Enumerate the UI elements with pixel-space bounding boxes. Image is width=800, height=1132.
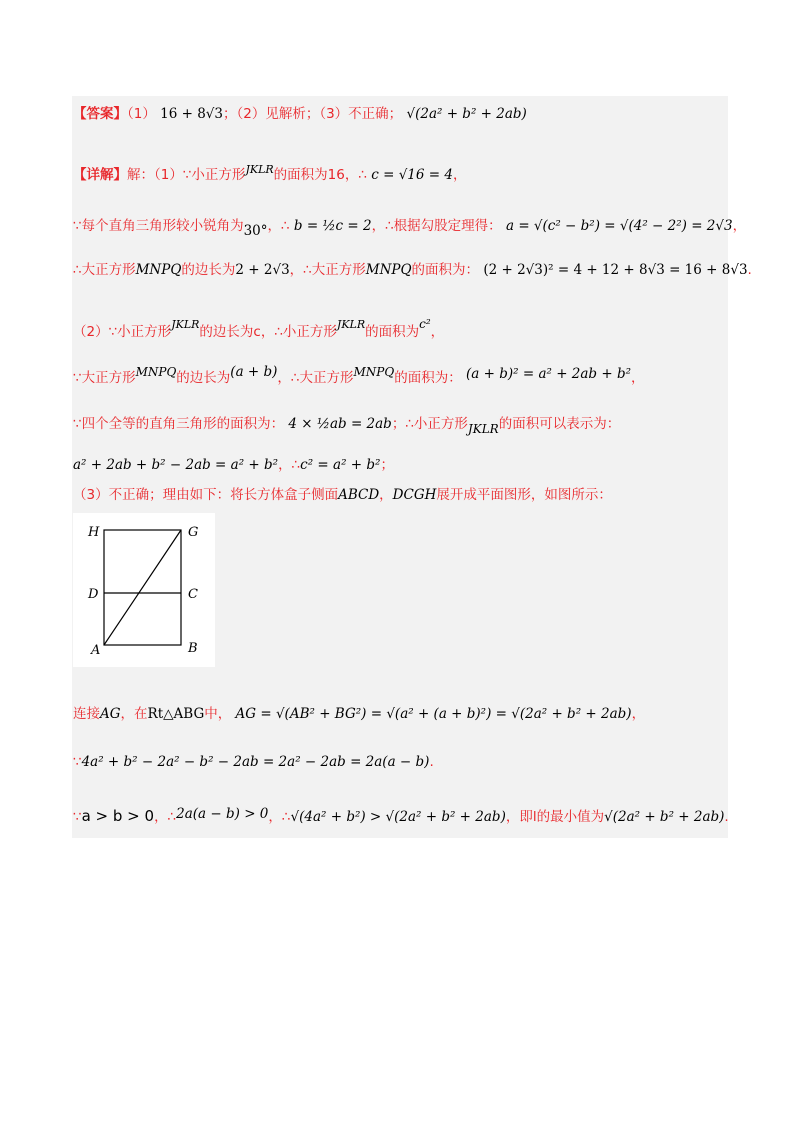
line3-comma: ，	[732, 218, 747, 234]
answer-value-1: 16 + 8√3	[160, 106, 223, 122]
area-is-text-2: 的面积为：	[394, 370, 462, 386]
answer-part2-text: ；（2）见解析；（3）不正确；	[223, 106, 403, 122]
line5-comma: ，	[430, 324, 445, 340]
segment-ag: AG	[100, 706, 121, 722]
line4-period: .	[747, 262, 752, 278]
small-square-text-4: ；∴小正方形	[391, 416, 468, 432]
big-square-name: MNPQ	[135, 262, 182, 278]
small-square-name-2: JKLR	[171, 318, 200, 331]
small-square-name-4: JKLR	[467, 422, 499, 436]
big-square-area-ab: (a + b)² = a² + 2ab + b²	[466, 366, 632, 382]
detail-line-2	[73, 216, 746, 241]
side-is-text: 的边长为	[176, 370, 231, 386]
min-value-text: ，即l的最小值为	[505, 809, 605, 825]
big-square-text-3: ∵大正方形	[73, 370, 136, 386]
detail-line-7	[73, 455, 394, 475]
min-value-expression: √(2a² + b² + 2ab)	[604, 809, 725, 825]
detail-line-5	[73, 362, 645, 388]
big-square-text-4: ，∴大正方形	[277, 370, 354, 386]
label-H: H	[88, 525, 100, 540]
detail-area-text: 的面积为16，∴	[273, 167, 367, 183]
label-G: G	[188, 525, 199, 540]
label-C: C	[188, 587, 198, 602]
in-text: ，在	[120, 706, 148, 722]
connect-text: 连接	[73, 706, 100, 722]
c2-equation: c² = a² + b²	[300, 457, 381, 473]
part3-intro: （3）不正确；理由如下：将长方体盒子侧面	[73, 487, 339, 503]
part2-intro: （2）∵小正方形	[73, 324, 172, 340]
answer-label: 【答案】	[73, 106, 127, 122]
ag-diagonal	[104, 530, 181, 645]
part2-area-text: 的面积为	[365, 324, 420, 340]
face-dcgh: DCGH	[392, 487, 437, 503]
angle-text: ∵每个直角三角形较小锐角为	[73, 218, 244, 234]
big-square-name-3: MNPQ	[135, 365, 177, 379]
b-equation: b = ½c = 2	[293, 218, 372, 234]
angle-value: 30°	[243, 223, 268, 239]
detail-line-11	[73, 804, 729, 827]
figure-svg	[73, 513, 215, 667]
line12-period: .	[724, 809, 729, 825]
detail-line-6	[73, 414, 620, 439]
positive-expression: 2a(a − b) > 0	[176, 806, 269, 822]
answer-value-3: √(2a² + b² + 2ab)	[406, 106, 527, 122]
side-length-text: 的边长为	[181, 262, 236, 278]
label-D: D	[88, 587, 99, 602]
face-abcd: ABCD	[338, 487, 380, 503]
therefore-text-2: ，∴	[278, 457, 301, 473]
expansion-expr: a² + 2ab + b² − 2ab = a² + b²	[73, 457, 279, 473]
condition-expression: a > b > 0	[81, 807, 155, 825]
triangles-area-text: ∵四个全等的直角三角形的面积为：	[73, 416, 285, 432]
big-square-side: 2 + 2√3	[235, 262, 290, 278]
small-square-name: JKLR	[245, 163, 274, 176]
big-square-side-ab: (a + b)	[230, 364, 278, 380]
big-square-text-2: ，∴大正方形	[289, 262, 366, 278]
line6-comma: ，	[631, 370, 645, 386]
small-square-name-3: JKLR	[336, 318, 366, 331]
line8-semicolon: ；	[380, 457, 394, 473]
therefore-text-4: ，∴	[268, 809, 291, 825]
because-symbol: ∵	[73, 754, 82, 770]
a-equation: a = √(c² − b²) = √(4² − 2²) = 2√3	[505, 218, 733, 234]
detail-line-4	[73, 314, 444, 342]
line11-period: .	[429, 754, 434, 770]
detail-line-10	[73, 752, 434, 772]
label-A: A	[91, 643, 101, 658]
line9-sep: ，	[379, 487, 393, 503]
answer-line	[73, 104, 527, 124]
detail-line-3	[73, 260, 752, 280]
unfolded-box-figure	[73, 513, 215, 667]
unfold-text: 展开成平面图形，如图所示：	[436, 487, 612, 503]
area-is-text: 的面积为：	[411, 262, 480, 278]
c-squared: c²	[419, 317, 431, 331]
ag-expression: AG = √(AB² + BG²) = √(a² + (a + b)²) = √(2a² + b² + 2ab)	[235, 706, 632, 722]
detail-line-8	[73, 485, 612, 505]
difference-expression: 4a² + b² − 2a² − b² − 2ab = 2a² − 2ab = 2a(a − b)	[81, 754, 430, 770]
detail-label: 【详解】	[73, 167, 127, 183]
can-be-expressed-text: 的面积可以表示为：	[498, 416, 621, 432]
big-square-text-1: ∴大正方形	[73, 262, 136, 278]
therefore-text-3: ，∴	[154, 809, 177, 825]
big-square-name-4: MNPQ	[353, 365, 395, 379]
c-equation: c = √16 = 4	[371, 167, 453, 183]
part2-side-text: 的边长为c，∴小正方形	[199, 324, 337, 340]
answer-part1-label: （1）	[127, 106, 156, 122]
detail-line-1	[73, 160, 466, 185]
pythagoras-text: ，∴根据勾股定理得：	[371, 218, 502, 234]
detail-intro-text: 解：（1）∵小正方形	[127, 167, 246, 183]
label-B: B	[188, 641, 198, 656]
inequality-expression: √(4a² + b²) > √(2a² + b² + 2ab)	[290, 809, 506, 825]
because-symbol-2: ∵	[73, 809, 82, 825]
line10-comma: ，	[631, 706, 646, 722]
detail-line-9	[73, 704, 645, 724]
therefore-text: ，∴	[267, 218, 290, 234]
detail-comma: ，	[452, 167, 467, 183]
middle-text: 中，	[204, 706, 232, 722]
triangles-area: 4 × ½ab = 2ab	[288, 416, 392, 432]
big-square-area: (2 + 2√3)² = 4 + 12 + 8√3 = 16 + 8√3	[483, 262, 748, 278]
right-triangle: Rt△ABG	[147, 706, 205, 722]
big-square-name-2: MNPQ	[365, 262, 412, 278]
